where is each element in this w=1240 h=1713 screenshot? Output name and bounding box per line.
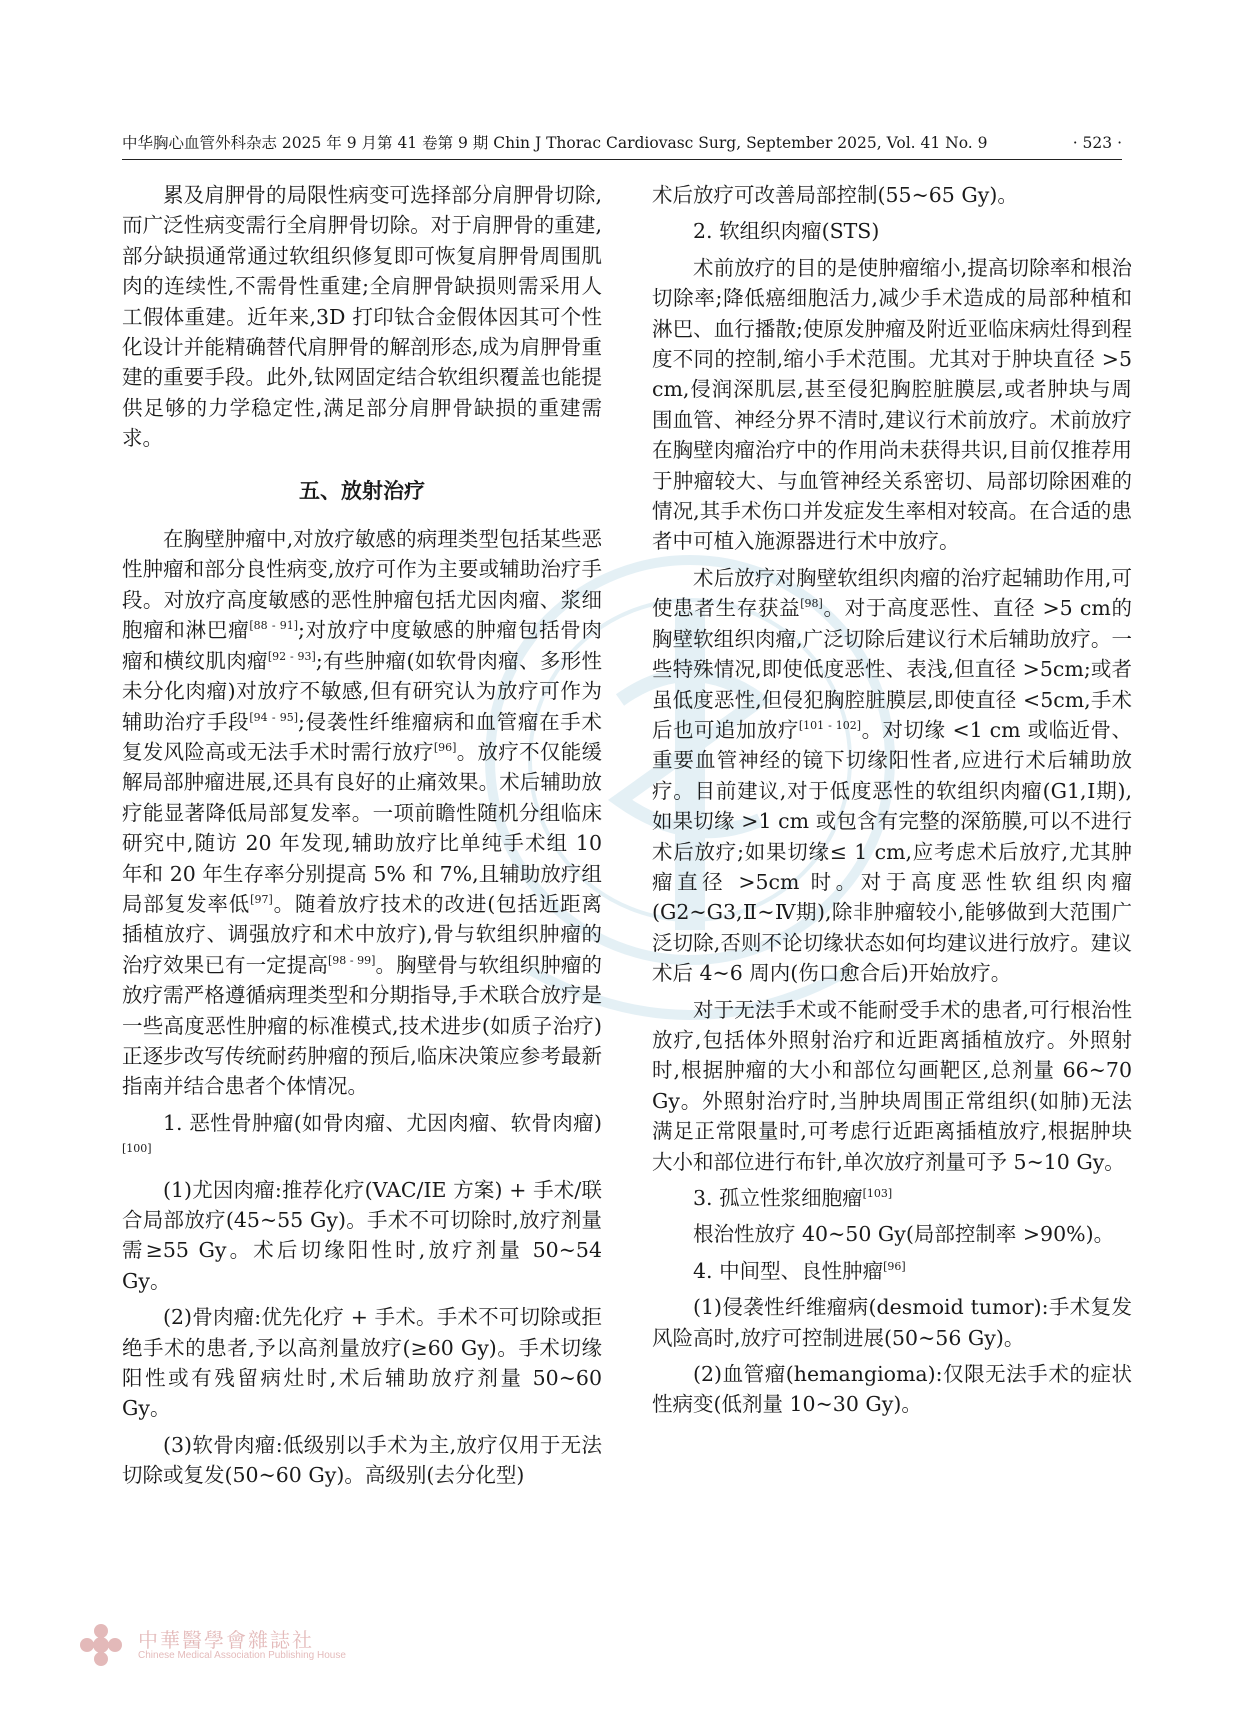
- list-item-osteosarcoma: (2)骨肉瘤:优先化疗 + 手术。手术不可切除或拒绝手术的患者,予以高剂量放疗(≥60 Gy)。手术切缘阳性或有残留病灶时,术后辅助放疗剂量 50~60 Gy。: [122, 1305, 602, 1421]
- list-item-desmoid: (1)侵袭性纤维瘤病(desmoid tumor):手术复发风险高时,放疗可控制进展(50~56 Gy)。: [652, 1295, 1132, 1350]
- list-item-chondrosarcoma: (3)软骨肉瘤:低级别以手术为主,放疗仅用于无法切除或复发(50~60 Gy)。高级别(去分化型): [122, 1432, 602, 1488]
- citation-ref: [96]: [883, 1259, 906, 1273]
- journal-citation: 中华胸心血管外科杂志 2025 年 9 月第 41 卷第 9 期 Chin J Thorac Cardiovasc Surg, September 2025, Vol. 41 No. 9: [122, 134, 988, 152]
- left-column: [122, 180, 602, 1497]
- citation-ref: [92 - 93]: [267, 649, 316, 663]
- paragraph-postop-radiotherapy: 术后放疗对胸壁软组织肉瘤的治疗起辅助作用,可使患者生存获益[98]。对于高度恶性、直径 >5 cm的胸壁软组织肉瘤,广泛切除后建议行术后辅助放疗。一些特殊情况,即使低度恶性、表浅,但直径 >5cm;或者虽低度恶性,但侵犯胸腔脏膜层,即使直径 <5cm,手术后也可追加放疗[101 - 102]。对切缘 <1 cm 或临近骨、重要血管神经的镜下切缘阳性者,应进行术后辅助放疗。目前建议,对于低度恶性的软组织肉瘤(G1,Ⅰ期),如果切缘 >1 cm 或包含有完整的深筋膜,可以不进行术后放疗;如果切缘≤ 1 cm,应考虑术后放疗,尤其肿瘤直径 >5cm 时。对于高度恶性软组织肉瘤(G2~G3,Ⅱ~Ⅳ期),除非肿瘤较小,能够做到大范围广泛切除,否则不论切缘状态如何均建议进行放疗。建议术后 4~6 周内(伤口愈合后)开始放疗。: [652, 565, 1133, 986]
- plasmacytoma-text: 根治性放疗 40~50 Gy(局部控制率 >90%)。: [693, 1222, 1115, 1247]
- right-column: [652, 180, 1132, 1426]
- citation-ref: [98 - 99]: [327, 953, 376, 967]
- flower-emblem-icon: [78, 1622, 124, 1668]
- list-item-hemangioma: (2)血管瘤(hemangioma):仅限无法手术的症状性病变(低剂量 10~30 Gy)。: [652, 1362, 1132, 1417]
- paragraph-scapula: 累及肩胛骨的局限性病变可选择部分肩胛骨切除,而广泛性病变需行全肩胛骨切除。对于肩胛骨的重建,部分缺损通常通过软组织修复即可恢复肩胛骨周围肌肉的连续性,不需骨性重建;全肩胛骨缺损则需采用人工假体重建。近年来,3D 打印钛合金假体因其可个性化设计并能精确替代肩胛骨的解剖形态,成为肩胛骨重建的重要手段。此外,钛网固定结合软组织覆盖也能提供足够的力学稳定性,满足部分肩胛骨缺损的重建需求。: [122, 183, 602, 451]
- list-item-benign: 4. 中间型、良性肿瘤[96]: [693, 1258, 906, 1283]
- paragraph-radiotherapy-overview: 在胸壁肿瘤中,对放疗敏感的病理类型包括某些恶性肿瘤和部分良性病变,放疗可作为主要或辅助治疗手段。对放疗高度敏感的恶性肿瘤包括尤因肉瘤、浆细胞瘤和淋巴瘤[88 - 91];对放疗中度敏感的肿瘤包括骨肉瘤和横纹肌肉瘤[92 - 93];有些肿瘤(如软骨肉瘤、多形性未分化肉瘤)对放疗不敏感,但有研究认为放疗可作为辅助治疗手段[94 - 95];侵袭性纤维瘤病和血管瘤在手术复发风险高或无法手术时需行放疗[96]。放疗不仅能缓解局部肿瘤进展,还具有良好的止痛效果。术后辅助放疗能显著降低局部复发率。一项前瞻性随机分组临床研究中,随访 20 年发现,辅助放疗比单纯手术组 10 年和 20 年生存率分别提高 5% 和 7%,且辅助放疗组局部复发率低[97]。随着放疗技术的改进(包括近距离插植放疗、调强放疗和术中放疗),骨与软组织肿瘤的治疗效果已有一定提高[98 - 99]。胸壁骨与软组织肿瘤的放疗需严格遵循病理类型和分期指导,手术联合放疗是一些高度恶性肿瘤的标准模式,技术进步(如质子治疗)正逐步改写传统耐药肿瘤的预后,临床决策应参考最新指南并结合患者个体情况。: [122, 527, 603, 1099]
- paragraph-preop-radiotherapy: 术前放疗的目的是使肿瘤缩小,提高切除率和根治切除率;降低癌细胞活力,减少手术造成的局部种植和淋巴、血行播散;使原发肿瘤及附近亚临床病灶得到程度不同的控制,缩小手术范围。尤其对于肿块直径 >5 cm,侵润深肌层,甚至侵犯胸腔脏膜层,或者肿块与周围血管、神经分界不清时,建议行术前放疗。术前放疗在胸壁肉瘤治疗中的作用尚未获得共识,目前仅推荐用于肿瘤较大、与血管神经关系密切、局部切除困难的情况,其手术伤口并发症发生率相对较高。在合适的患者中可植入施源器进行术中放疗。: [652, 255, 1132, 554]
- citation-ref: [98]: [800, 597, 823, 611]
- page-number: · 523 ·: [1072, 134, 1122, 152]
- list-item-sts: 2. 软组织肉瘤(STS): [693, 219, 880, 244]
- publisher-name-cn: 中華醫學會雜誌社: [138, 1628, 314, 1652]
- citation-ref: [88 - 91]: [249, 619, 299, 633]
- list-item-plasmacytoma: 3. 孤立性浆细胞瘤[103]: [693, 1186, 893, 1210]
- citation-ref: [101 - 102]: [798, 719, 862, 733]
- list-item-malignant-bone: 1. 恶性骨肿瘤(如骨肉瘤、尤因肉瘤、软骨肉瘤)[100]: [122, 1110, 602, 1156]
- citation-ref: [103]: [862, 1187, 893, 1201]
- publisher-name-en: Chinese Medical Association Publishing House: [138, 1650, 346, 1661]
- list-item-ewing: (1)尤因肉瘤:推荐化疗(VAC/IE 方案) + 手术/联合局部放疗(45~55 Gy)。手术不可切除时,放疗剂量需≥55 Gy。术后切缘阳性时,放疗剂量 50~54 Gy。: [122, 1177, 602, 1293]
- running-header: [122, 133, 1122, 160]
- paragraph-radical-radiotherapy: 对于无法手术或不能耐受手术的患者,可行根治性放疗,包括体外照射治疗和近距离插植放疗。外照射时,根据肿瘤的大小和部位勾画靶区,总剂量 66~70 Gy。外照射治疗时,当肿块周围正常组织(如肺)无法满足正常限量时,可考虑行近距离插植放疗,根据肿块大小和部位进行布针,单次放疗剂量可予 5~10 Gy。: [652, 997, 1132, 1174]
- section-title-radiotherapy: 五、放射治疗: [299, 478, 425, 503]
- publisher-logo: [78, 1622, 598, 1672]
- citation-ref: [94 - 95]: [249, 710, 299, 724]
- citation-ref: [97]: [250, 893, 273, 907]
- paragraph-continuation: 术后放疗可改善局部控制(55~65 Gy)。: [652, 183, 1018, 207]
- citation-ref: [96]: [433, 741, 457, 755]
- citation-ref: [100]: [122, 1142, 152, 1156]
